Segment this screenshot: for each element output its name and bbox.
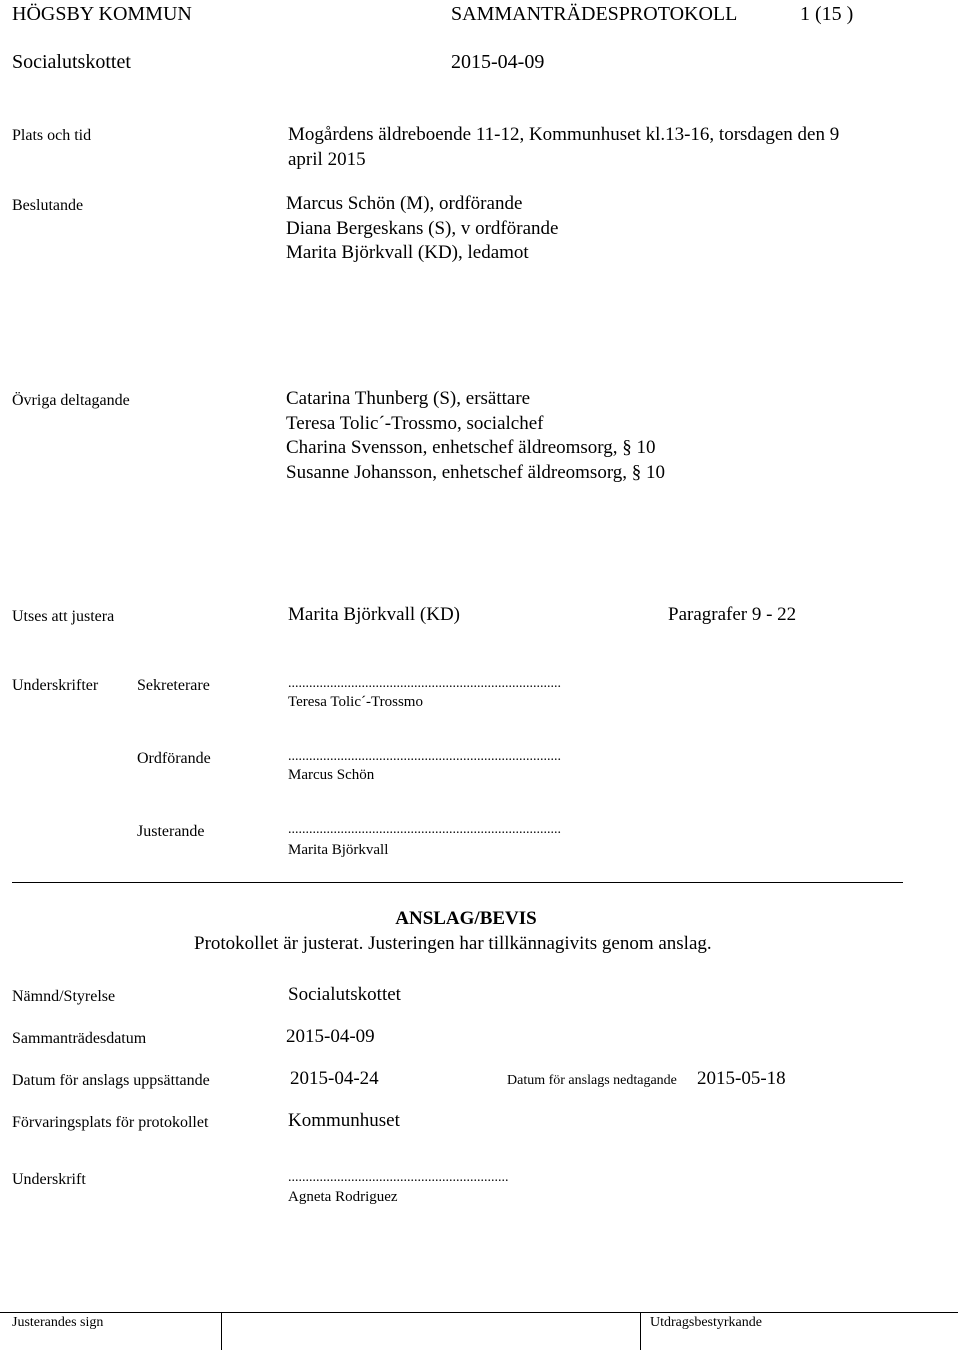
signature-label: Underskrift: [12, 1171, 86, 1188]
deciding-list: [286, 192, 558, 266]
removed-value: 2015-05-18: [697, 1068, 786, 1089]
adjusters-sign-label: Justerandes sign: [12, 1315, 104, 1330]
committee-name: Socialutskottet: [12, 51, 131, 73]
paragraphs: Paragrafer 9 - 22: [668, 604, 797, 625]
signature-role: Justerande: [137, 823, 205, 840]
others-label: Övriga deltagande: [12, 392, 130, 409]
posted-label: Datum för anslags uppsättande: [12, 1072, 210, 1089]
deciding-member: Marcus Schön (M), ordförande: [286, 193, 523, 214]
place-label: Plats och tid: [12, 127, 92, 144]
adjuster-label: Utses att justera: [12, 608, 115, 625]
other-participant: Teresa Tolic´-Trossmo, socialchef: [286, 412, 544, 434]
posted-value: 2015-04-24: [290, 1068, 379, 1089]
document-type: SAMMANTRÄDESPROTOKOLL: [451, 3, 738, 25]
deciding-member: Marita Björkvall (KD), ledamot: [286, 242, 529, 263]
other-participant: Susanne Johansson, enhetschef äldreomsorg, § 10: [286, 461, 666, 483]
municipality-name: HÖGSBY KOMMUN: [12, 3, 192, 25]
signature-line: ...............................................................: [288, 1170, 509, 1185]
board-label: Nämnd/Styrelse: [12, 988, 116, 1005]
signature-line: ..............................................................................: [288, 749, 561, 764]
deciding-label: Beslutande: [12, 197, 84, 214]
page-number: 1 (15 ): [800, 3, 854, 25]
signature-line: ..............................................................................: [288, 822, 561, 837]
storage-value: Kommunhuset: [288, 1110, 400, 1131]
meeting-date: 2015-04-09: [451, 51, 545, 73]
meeting-date-value: 2015-04-09: [286, 1026, 375, 1047]
signature-role: Ordförande: [137, 750, 211, 767]
signature-role: Sekreterare: [137, 677, 210, 694]
notice-title: ANSLAG/BEVIS: [395, 908, 537, 929]
board-value: Socialutskottet: [288, 984, 401, 1005]
adjuster-name: Marita Björkvall (KD): [288, 604, 461, 625]
signer-name: Agneta Rodriguez: [288, 1189, 398, 1205]
place-line-2: april 2015: [288, 149, 366, 170]
deciding-member: Diana Bergeskans (S), v ordförande: [286, 217, 559, 239]
footer-divider: [640, 1312, 641, 1350]
footer-rule: [0, 1312, 958, 1313]
meeting-date-label: Sammanträdesdatum: [12, 1030, 147, 1047]
signature-name: Marita Björkvall: [288, 842, 389, 858]
signature-line: ..............................................................................: [288, 676, 561, 691]
other-participant: Charina Svensson, enhetschef äldreomsorg, § 10: [286, 437, 656, 458]
storage-label: Förvaringsplats för protokollet: [12, 1114, 209, 1131]
other-participant: Catarina Thunberg (S), ersättare: [286, 388, 531, 409]
place-line-1: Mogårdens äldreboende 11-12, Kommunhuset kl.13-16, torsdagen den 9: [288, 124, 840, 145]
others-list: [286, 387, 665, 485]
removed-label: Datum för anslags nedtagande: [507, 1073, 677, 1088]
signature-name: Teresa Tolic´-Trossmo: [288, 694, 423, 710]
footer-divider: [221, 1312, 222, 1350]
certified-label: Utdragsbestyrkande: [650, 1315, 762, 1330]
section-divider: [12, 882, 903, 883]
notice-text: Protokollet är justerat. Justeringen har tillkännagivits genom anslag.: [194, 933, 712, 954]
signature-name: Marcus Schön: [288, 767, 375, 783]
signatures-label: Underskrifter: [12, 677, 99, 694]
